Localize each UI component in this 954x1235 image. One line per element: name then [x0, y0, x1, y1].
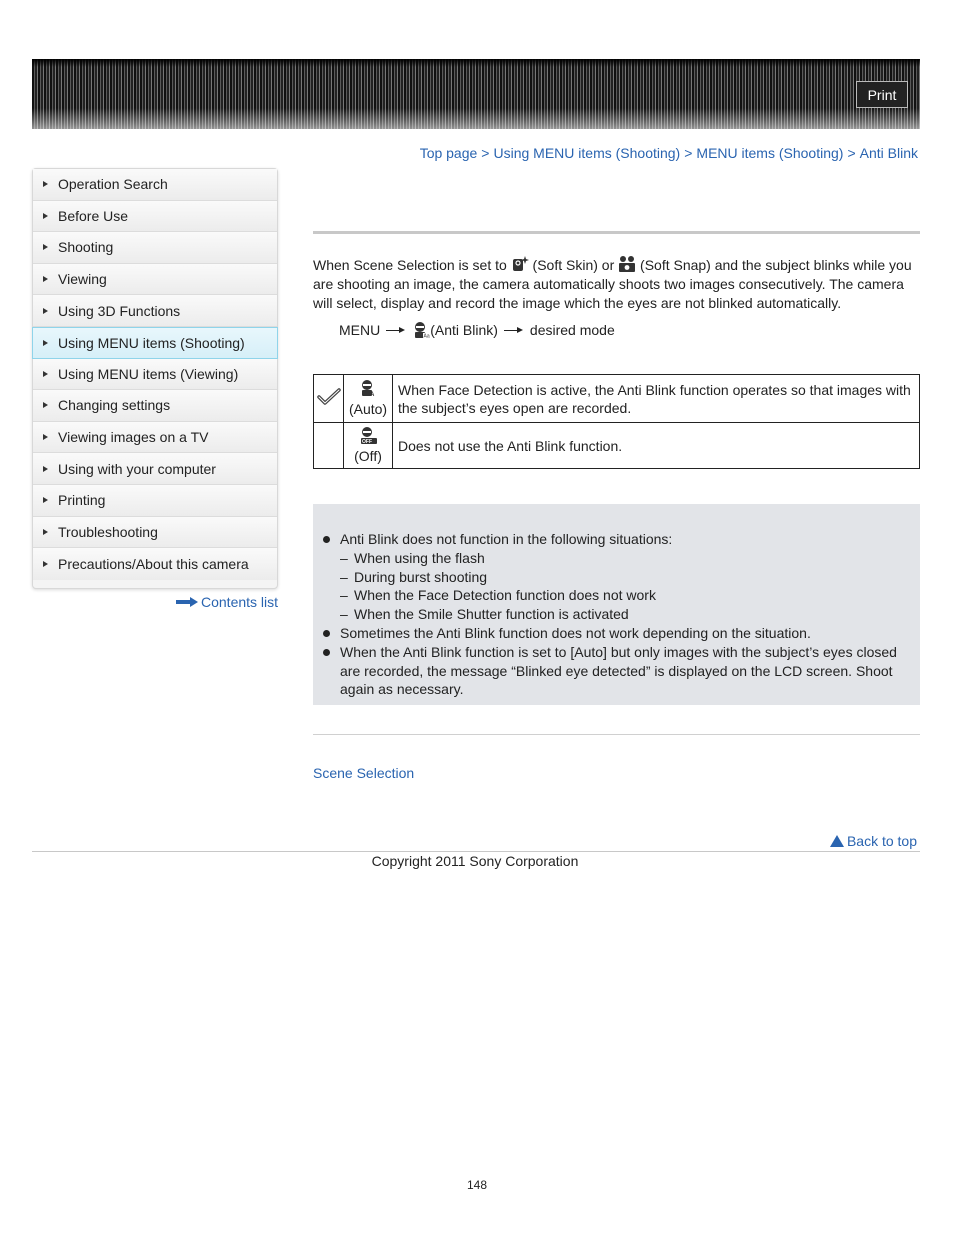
sidebar-item-label: Before Use	[58, 207, 129, 224]
soft-snap-icon	[618, 255, 636, 273]
back-to-top-label: Back to top	[846, 833, 917, 849]
sub-note-text: When the Face Detection function does not work	[354, 587, 656, 604]
arrow-right-icon	[43, 466, 48, 472]
menu-path-anti-blink: (Anti Blink)	[430, 322, 498, 338]
note-item	[340, 643, 910, 699]
intro-text: (Soft Skin) or	[528, 257, 619, 273]
arrow-right-icon	[504, 326, 524, 334]
arrow-right-icon	[43, 213, 48, 219]
sidebar-item-label: Changing settings	[58, 397, 171, 414]
arrow-right-icon	[43, 181, 48, 187]
arrow-right-icon	[43, 434, 48, 440]
sidebar-item-label: Using MENU items (Shooting)	[58, 334, 245, 351]
dash-mark: –	[340, 587, 348, 604]
intro-text: When Scene Selection is set to	[313, 257, 511, 273]
arrow-right-icon	[43, 529, 48, 535]
sidebar-item-shooting[interactable]	[33, 232, 277, 264]
mode-description: When Face Detection is active, the Anti Blink function operates so that images with the subject’s eyes open are recorded.	[393, 375, 920, 423]
dash-mark: –	[340, 568, 348, 585]
mode-label: (Off)	[354, 448, 382, 464]
svg-text:Aa: Aa	[423, 333, 430, 339]
sub-note-text: When using the flash	[354, 549, 485, 566]
dash-mark: –	[340, 606, 348, 623]
menu-path-menu: MENU	[339, 322, 381, 338]
sidebar-item-changing-settings[interactable]	[33, 390, 277, 422]
intro-paragraph	[313, 255, 920, 313]
arrow-right-icon	[43, 276, 48, 282]
dash-mark: –	[340, 549, 348, 566]
contents-list-link[interactable]	[176, 594, 278, 610]
breadcrumb-separator: >	[684, 145, 693, 161]
bullet-icon	[323, 536, 330, 543]
contents-list-label: Contents list	[201, 594, 279, 610]
breadcrumb-separator: >	[481, 145, 490, 161]
sub-note-item	[340, 549, 910, 568]
note-text: Anti Blink does not function in the following situations:	[340, 531, 673, 547]
back-to-top-link[interactable]	[830, 833, 917, 849]
sub-note-text: When the Smile Shutter function is activated	[354, 606, 629, 623]
menu-path-desired-mode: desired mode	[529, 322, 615, 338]
print-button[interactable]: Print	[856, 81, 908, 108]
sub-note-text: During burst shooting	[354, 568, 488, 585]
arrow-right-icon	[43, 402, 48, 408]
note-text: Sometimes the Anti Blink function does not work depending on the situation.	[340, 624, 811, 641]
arrow-right-icon	[43, 308, 48, 314]
note-item	[340, 530, 910, 549]
sidebar-nav	[32, 168, 278, 589]
modes-table	[313, 374, 920, 469]
sidebar-item-viewing[interactable]	[33, 264, 277, 296]
note-text: When the Anti Blink function is set to [Auto] but only images with the subject’s eyes closed are recorded, the message “Blinked eye detected” is displayed on the LCD screen. Shoot again as necessary.	[340, 643, 897, 698]
arrow-right-icon	[386, 326, 406, 334]
page-number: 148	[466, 1178, 488, 1192]
breadcrumb-using-menu-shooting[interactable]: Using MENU items (Shooting)	[493, 145, 681, 161]
copyright-text: Copyright 2011 Sony Corporation	[371, 853, 579, 869]
sidebar-item-printing[interactable]	[33, 485, 277, 517]
sidebar-item-troubleshooting[interactable]	[33, 517, 277, 549]
svg-text:OFF: OFF	[362, 439, 372, 444]
sidebar-item-operation-search[interactable]	[33, 169, 277, 201]
sidebar-item-label: Shooting	[58, 239, 114, 256]
mode-description: Does not use the Anti Blink function.	[393, 423, 920, 469]
sidebar-item-label: Using 3D Functions	[58, 302, 181, 319]
sidebar-item-menu-viewing[interactable]	[33, 359, 277, 391]
bullet-icon	[323, 630, 330, 637]
svg-text:A: A	[370, 392, 375, 397]
sidebar-item-computer[interactable]	[33, 453, 277, 485]
empty-check-cell	[314, 423, 344, 469]
sub-note-item	[340, 568, 910, 587]
breadcrumb	[420, 145, 918, 161]
related-link-scene-selection[interactable]: Scene Selection	[313, 765, 415, 781]
arrow-right-icon	[43, 561, 48, 567]
mode-icon-cell	[344, 375, 393, 423]
sidebar-item-precautions[interactable]	[33, 548, 277, 580]
sidebar-item-label: Printing	[58, 492, 106, 509]
sidebar-item-menu-shooting[interactable]	[32, 327, 278, 359]
default-check-cell	[314, 375, 344, 423]
title-divider	[313, 231, 920, 234]
breadcrumb-separator: >	[847, 145, 856, 161]
arrow-right-icon	[43, 340, 48, 346]
sidebar-item-before-use[interactable]	[33, 201, 277, 233]
anti-blink-auto-icon	[359, 379, 377, 397]
table-row	[314, 375, 920, 423]
sub-note-item	[340, 586, 910, 605]
breadcrumb-menu-items-shooting[interactable]: MENU items (Shooting)	[696, 145, 844, 161]
sidebar-item-label: Operation Search	[58, 176, 168, 193]
triangle-up-icon	[830, 835, 845, 847]
intro-text: (Soft Snap) and the subject blinks while you are shooting an image, the camera automatically shoots two images consecutively. The camera will select, display and record the image which the eyes are not blinked automatically.	[313, 257, 912, 311]
footer-divider	[32, 851, 920, 852]
sidebar-item-label: Viewing	[58, 271, 107, 288]
arrow-right-icon	[176, 597, 198, 607]
sidebar-item-3d-functions[interactable]	[33, 295, 277, 327]
sidebar-item-label: Troubleshooting	[58, 523, 158, 540]
arrow-right-icon	[43, 497, 48, 503]
mode-label: (Auto)	[348, 401, 388, 417]
sidebar-item-label: Viewing images on a TV	[58, 429, 209, 446]
note-item	[340, 624, 910, 643]
bullet-icon	[323, 649, 330, 656]
notes-box	[313, 504, 920, 705]
sidebar-item-label: Using MENU items (Viewing)	[58, 365, 239, 382]
anti-blink-off-icon	[359, 426, 377, 444]
checkmark-icon	[317, 387, 341, 407]
related-divider	[313, 734, 920, 735]
breadcrumb-anti-blink[interactable]: Anti Blink	[859, 145, 918, 161]
sub-note-item	[340, 605, 910, 624]
menu-path	[339, 321, 615, 339]
anti-blink-icon	[412, 321, 430, 339]
sidebar-item-viewing-tv[interactable]	[33, 422, 277, 454]
breadcrumb-top-page[interactable]: Top page	[419, 145, 478, 161]
sidebar-item-label: Using with your computer	[58, 460, 216, 477]
soft-skin-icon	[511, 255, 529, 273]
table-row	[314, 423, 920, 469]
arrow-right-icon	[43, 371, 48, 377]
mode-icon-cell	[344, 423, 393, 469]
arrow-right-icon	[43, 244, 48, 250]
sidebar-item-label: Precautions/About this camera	[58, 555, 249, 572]
header-banner	[32, 59, 920, 129]
